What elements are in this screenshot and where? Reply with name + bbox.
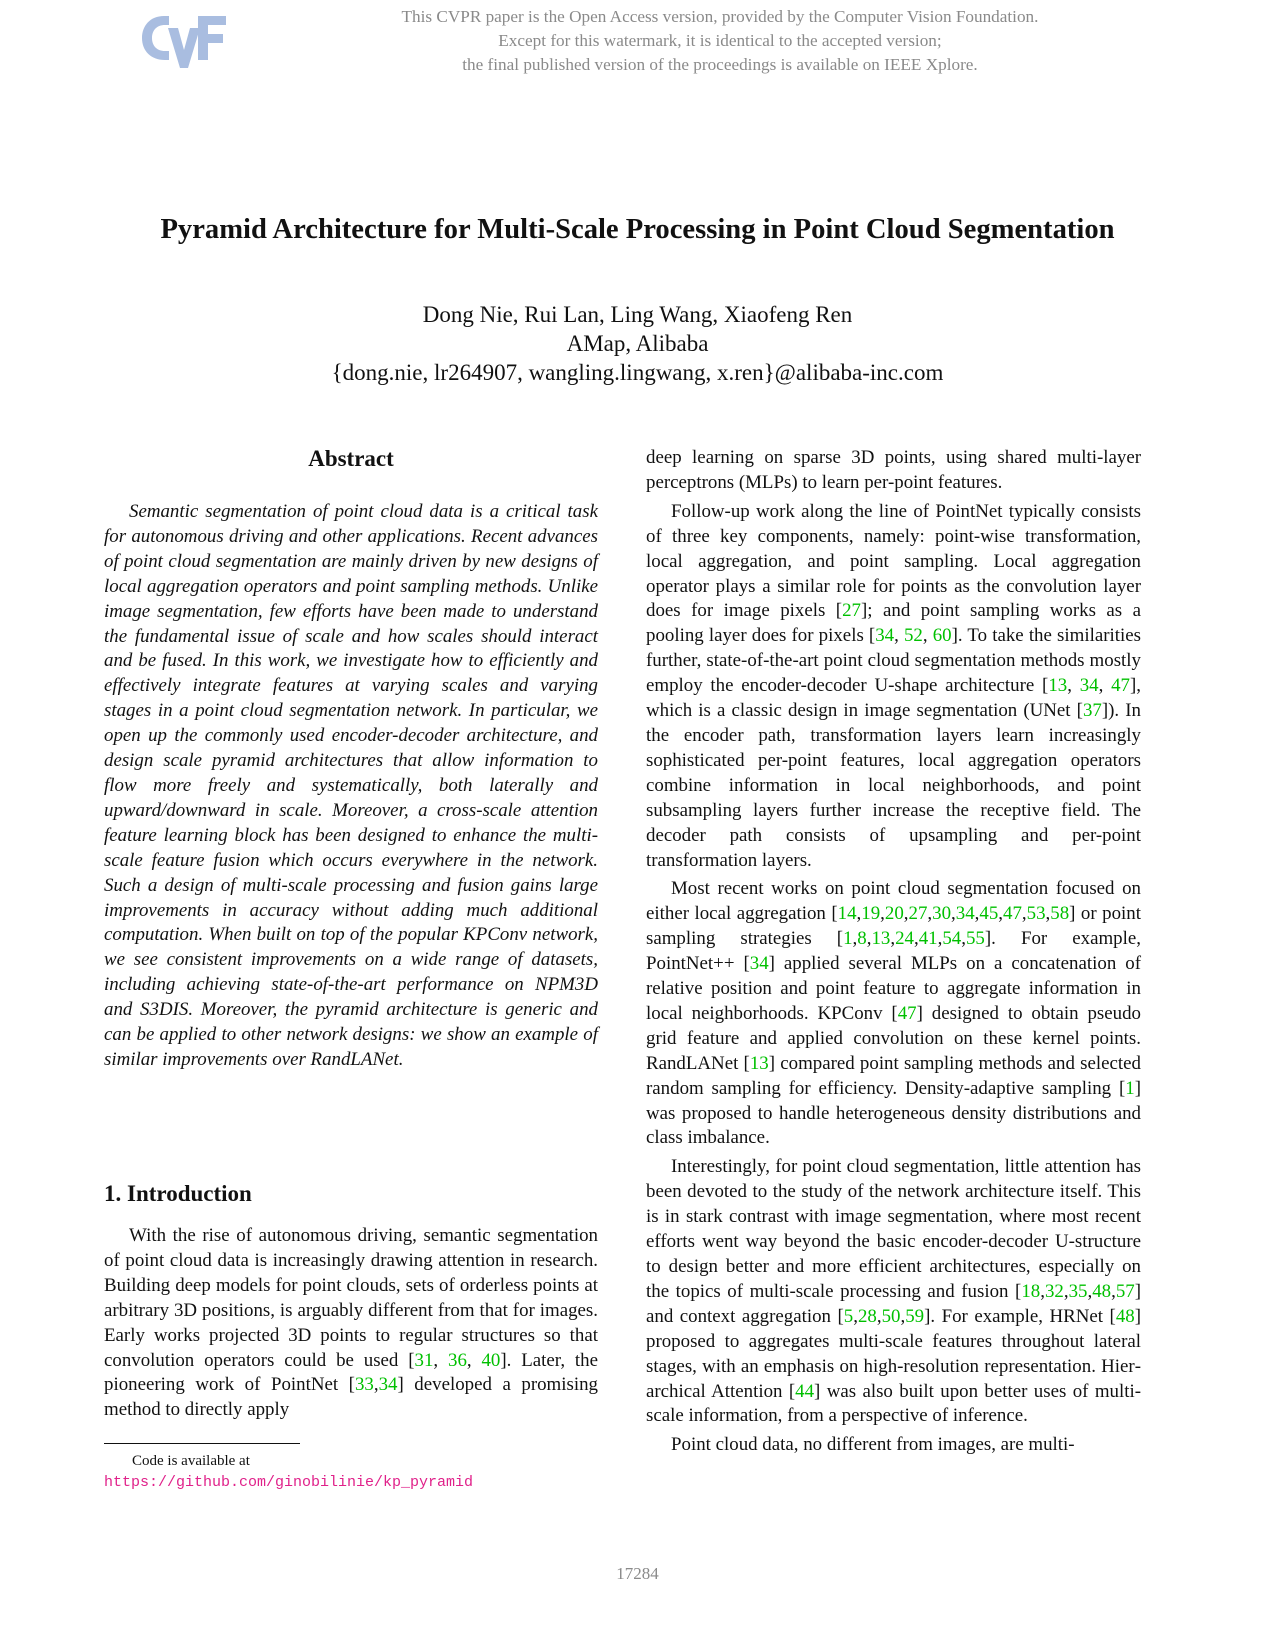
citation-link[interactable]: 24 [895, 928, 914, 950]
citation-link[interactable]: 34 [749, 953, 769, 975]
citation-link[interactable]: 34 [1079, 675, 1099, 697]
page-number: 17284 [616, 1564, 659, 1583]
citation-link[interactable]: 52 [903, 625, 923, 647]
citation-link[interactable]: 44 [795, 1380, 815, 1402]
body-paragraph: Most recent works on point cloud segmentation focused on either local aggregation [14,19,20,27,30,34,45,47,53,58] or point sampling strategies [1,8,13,24,41,54,55]. For example, PointNet++ [34] applied several MLPs on a concatenation of relative position and point feature to aggregate information in local neighborhoods. KPConv [47] designed to obtain pseudo grid feature and applied convolution on these kernel points. RandLANet [13] compared point sampling methods and selected random sampling for efficiency. Density-adaptive sampling [1] was proposed to handle heterogeneous density distributions and class imbalance. [646, 878, 1142, 1149]
citation-group: 1,8,13,24,41,54,55 [843, 928, 985, 950]
citation-link[interactable]: 32 [1044, 1280, 1064, 1302]
citation-link[interactable]: 48 [1115, 1305, 1135, 1327]
citation-link[interactable]: 28 [857, 1305, 877, 1327]
section-heading-introduction: 1. Introduction [104, 1181, 252, 1206]
citation-link[interactable]: 1 [843, 928, 853, 950]
citation-link[interactable]: 27 [842, 600, 861, 622]
watermark-line: the final published version of the proceedings is available on IEEE Xplore. [462, 55, 978, 74]
body-paragraph: Point cloud data, no different from images, are multi- [671, 1434, 1075, 1456]
citation-link[interactable]: 47 [897, 1002, 917, 1024]
citation-link[interactable]: 33 [354, 1374, 374, 1396]
paper-title: Pyramid Architecture for Multi-Scale Processing in Point Cloud Segmentation [160, 214, 1115, 245]
citation-link[interactable]: 37 [1082, 700, 1102, 722]
citation-link[interactable]: 20 [884, 903, 904, 925]
citation-link[interactable]: 60 [932, 625, 952, 647]
body-paragraph: deep learning on sparse 3D points, using shared multi-layer perceptrons (MLPs) to learn per-point features. [646, 447, 1141, 493]
author-names: Dong Nie, Rui Lan, Ling Wang, Xiaofeng Ren [422, 302, 853, 327]
citation-link[interactable]: 31 [414, 1349, 434, 1371]
citation-link[interactable]: 47 [1111, 675, 1130, 697]
body-paragraph: Follow-up work along the line of PointNet typically consists of three key components, namely: point-wise transformation, local aggregation, and point sampling. Local aggregation operator plays a similar role for points as the convolution layer does for image pixels [27]; and point sampling works as a pooling layer does for pixels [34, 52, 60]. To take the similarities further, state-of-the-art point cloud segmentation methods mostly employ the encoder-decoder U-shape architecture [13, 34, 47], which is a classic design in image segmentation (UNet [37]). In the encoder path, transformation layers learn increasingly sophisticated per-point features, local aggregation operators combine information in local neighborhoods, and point subsampling layers further increase the receptive field. The decoder path consists of upsampling and per-point transformation layers. [646, 500, 1142, 871]
citation-group: 5,28,50,59 [843, 1305, 925, 1327]
body-paragraph: Interestingly, for point cloud segmentation, little attention has been devoted to the study of the network architecture itself. This is in stark contrast with image segmentation, where most recent efforts went way beyond the basic encoder-decoder U-structure to design better and more efficient architectures, especially on the topics of multi-scale processing and fusion [18,32,35,48,57] and context aggregation [5,28,50,59]. For example, HRNet [48] proposed to aggregates multi-scale features throughout lateral stages, with an emphasis on high-resolution representation. Hierarchical Attention [44] was also built upon better uses of multi-scale information, from a perspective of inference. [646, 1156, 1141, 1427]
citation-link[interactable]: 34 [875, 625, 895, 647]
citation-link[interactable]: 5 [843, 1305, 854, 1327]
affiliation: AMap, Alibaba [566, 331, 709, 356]
watermark-notice [240, 5, 1200, 77]
footnote-text: Code is available at [132, 1453, 250, 1469]
citation-link[interactable]: 13 [749, 1052, 769, 1074]
cvf-logo [138, 10, 230, 72]
right-column-body [646, 446, 1141, 1462]
citation-link[interactable]: 19 [861, 903, 881, 925]
citation-link[interactable]: 14 [837, 903, 857, 925]
introduction-body [104, 1224, 598, 1427]
intro-paragraph: With the rise of autonomous driving, semantic segmentation of point cloud data is increasingly drawing attention in research. Building deep models for point clouds, sets of orderless points at arbitrary 3D positions, is arguably different from that for images. Early works projected 3D points to regular structures so that convolution operators could be used [31, 36, 40]. Later, the pioneering work of PointNet [33,34] developed a promising method to directly apply [104, 1225, 598, 1421]
watermark-line: Except for this watermark, it is identical to the accepted version; [498, 31, 942, 50]
citation-link[interactable]: 55 [965, 928, 985, 950]
author-emails: {dong.nie, lr264907, wangling.lingwang, x.ren}@alibaba-inc.com [331, 360, 944, 385]
citation-link[interactable]: 47 [1003, 903, 1022, 925]
citation-link[interactable]: 34 [378, 1374, 398, 1396]
citation-link[interactable]: 27 [908, 903, 928, 925]
citation-link[interactable]: 54 [942, 928, 962, 950]
citation-link[interactable]: 58 [1050, 903, 1070, 925]
citation-link[interactable]: 59 [905, 1305, 925, 1327]
citation-group: 18,32,35,48,57 [1021, 1280, 1135, 1302]
citation-link[interactable]: 8 [857, 928, 867, 950]
citation-link[interactable]: 48 [1092, 1280, 1112, 1302]
citation-link[interactable]: 34 [955, 903, 975, 925]
citation-link[interactable]: 45 [979, 903, 999, 925]
citation-link[interactable]: 35 [1068, 1280, 1088, 1302]
citation-link[interactable]: 53 [1026, 903, 1046, 925]
abstract-paragraph: Semantic segmentation of point cloud data is a critical task for autonomous driving and other applications. Recent advances of point cloud segmentation are mainly driven by new designs of local aggregation operators and point sampling methods. Unlike image segmentation, few efforts have been made to understand the fundamental issue of scale and how scales should interact and be fused. In this work, we investigate how to efficiently and effectively integrate features at varying scales and varying stages in a point cloud segmentation network. In particular, we open up the commonly used encoder-decoder architecture, and design scale pyramid architectures that allow information to flow more freely and systematically, both laterally and upward/downward in scale. Moreover, a cross-scale attention feature learning block has been designed to enhance the multi-scale feature fusion which occurs everywhere in the network. Such a design of multi-scale processing and fusion gains large improvements in accuracy without adding much additional computation. When built on top of the popular KPConv network, we see consistent improvements on a wide range of datasets, including achieving state-of-the-art performance on NPM3D and S3DIS. Moreover, the pyramid architecture is generic and can be applied to other network designs: we show an example of similar improvements over RandLANet. [104, 501, 598, 1070]
citation-link[interactable]: 41 [918, 928, 938, 950]
abstract-heading: Abstract [308, 446, 394, 471]
citation-link[interactable]: 18 [1021, 1280, 1041, 1302]
abstract-body [104, 500, 598, 1077]
watermark-line: This CVPR paper is the Open Access version, provided by the Computer Vision Foundation. [401, 7, 1039, 26]
citation-link[interactable]: 36 [448, 1349, 467, 1371]
citation-link[interactable]: 30 [932, 903, 952, 925]
citation-link[interactable]: 13 [871, 928, 891, 950]
citation-link[interactable]: 50 [881, 1305, 901, 1327]
citation-link[interactable]: 40 [481, 1349, 501, 1371]
author-block [0, 300, 1275, 387]
citation-group: 14,19,20,27,30,34,45,47,53,58 [837, 903, 1070, 925]
footnote-divider [104, 1443, 300, 1444]
footnote [104, 1451, 598, 1493]
citation-link[interactable]: 1 [1125, 1077, 1135, 1099]
citation-link[interactable]: 57 [1115, 1280, 1135, 1302]
code-url-link[interactable]: https://github.com/ginobilinie/kp_pyramid [104, 1474, 474, 1491]
citation-link[interactable]: 13 [1048, 675, 1068, 697]
